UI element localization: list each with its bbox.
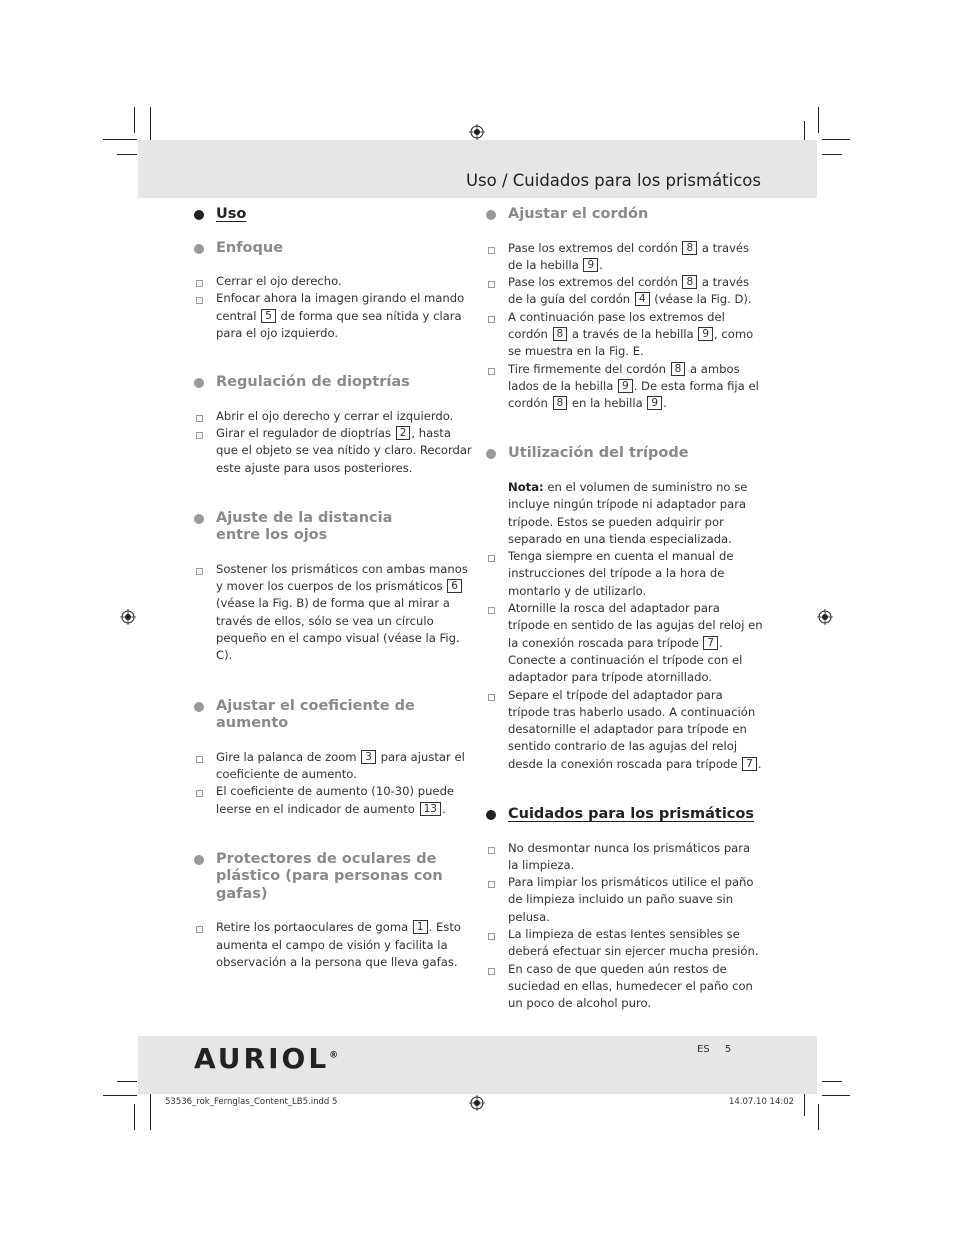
- list-item-text: a ambos lados de la hebilla: [508, 361, 740, 393]
- part-reference-number: 9: [618, 379, 633, 393]
- section-heading: [193, 698, 436, 733]
- bullet-list: [193, 561, 473, 665]
- section-heading: [193, 851, 466, 904]
- list-item: [485, 274, 763, 309]
- part-reference-number: 4: [635, 292, 650, 306]
- crop-mark: [103, 1095, 137, 1096]
- list-item: [485, 361, 763, 413]
- list-item-text: .: [599, 257, 603, 272]
- bullet-list: [485, 840, 763, 1013]
- part-reference-number: 13: [420, 802, 441, 816]
- list-item: [193, 919, 473, 971]
- section-heading-text: Ajustar el coeficiente de aumento: [216, 697, 415, 732]
- left-column: [193, 206, 473, 999]
- list-item: [485, 840, 763, 875]
- section: [193, 510, 473, 665]
- list-item-text: No desmontar nunca los prismáticos para la limpieza.: [508, 840, 751, 872]
- bullet-list: [485, 548, 763, 773]
- list-item-text: a través de la guía del cordón: [508, 275, 750, 307]
- crop-mark: [822, 1081, 842, 1082]
- list-item-text: El coeficiente de aumento (10-30) puede leerse en el indicador de aumento: [216, 784, 455, 816]
- registration-mark-icon: [120, 609, 136, 625]
- section-heading-text: Ajustar el cordón: [508, 206, 649, 222]
- list-item-text: (véase la Fig. D).: [650, 292, 752, 307]
- section: [193, 698, 473, 818]
- section-heading: [485, 445, 763, 463]
- crop-mark: [818, 107, 819, 133]
- date-slug: 14.07.10 14:02: [729, 1097, 795, 1107]
- crop-mark: [134, 107, 135, 133]
- bullet-list: [193, 273, 473, 342]
- section: [485, 806, 763, 1012]
- page-title: Uso / Cuidados para los prismáticos: [465, 171, 761, 190]
- part-reference-number: 8: [553, 327, 568, 341]
- part-reference-number: 8: [671, 362, 686, 376]
- registration-mark-icon: [469, 124, 485, 140]
- note-text: en el volumen de suministro no se incluye ningún trípode ni adaptador para trípode. Estos se pueden adquirir por separado en una tienda especializada.: [508, 479, 748, 546]
- section-heading-text: Enfoque: [216, 239, 284, 256]
- list-item-text: Cerrar el ojo derecho.: [216, 274, 342, 288]
- section-heading-text: Ajuste de la distancia entre los ojos: [216, 509, 393, 544]
- list-item-text: (véase la Fig. B) de forma que al mirar a través de ellos, sólo se vea un círculo pequeño en el campo visual (véase la Fig. C).: [216, 596, 460, 663]
- list-item: [485, 687, 763, 773]
- part-reference-number: 3: [361, 750, 376, 764]
- section-heading-text: Protectores de oculares de plástico (para personas con gafas): [216, 850, 443, 902]
- list-item-text: Enfocar ahora la imagen girando el mando central: [216, 291, 465, 323]
- list-item-text: a través de la hebilla: [508, 240, 750, 272]
- section-heading-text: Uso: [216, 206, 247, 222]
- section-heading-text: Cuidados para los prismáticos: [508, 806, 754, 823]
- list-item-text: .: [757, 756, 762, 771]
- list-item: [485, 240, 763, 275]
- list-item: [485, 926, 763, 961]
- part-reference-number: 1: [413, 920, 428, 934]
- list-item-text: . De esta forma fija el cordón: [508, 378, 759, 411]
- crop-mark: [822, 1095, 850, 1096]
- file-slug: 53536_rok_Fernglas_Content_LB5.indd 5: [165, 1097, 338, 1107]
- list-item-text: Retire los portaoculares de goma: [216, 920, 412, 935]
- list-item-text: Sostener los prismáticos con ambas manos y mover los cuerpos de los prismáticos: [216, 561, 468, 594]
- part-reference-number: 7: [742, 757, 757, 771]
- crop-mark: [822, 139, 850, 140]
- list-item-text: Tenga siempre en cuenta el manual de instrucciones del trípode a la hora de montarlo y de utilizarlo.: [508, 549, 734, 598]
- list-item: [193, 561, 473, 665]
- crop-mark: [134, 1104, 135, 1130]
- list-item-text: , como se muestra en la Fig. E.: [508, 326, 754, 359]
- list-item-text: Atornille la rosca del adaptador para trípode en sentido de las agujas del reloj en la conexión roscada para trípode: [508, 601, 763, 650]
- part-reference-number: 8: [682, 275, 697, 289]
- list-item: [193, 290, 473, 342]
- part-reference-number: 7: [703, 636, 718, 650]
- part-reference-number: 8: [682, 241, 697, 255]
- crop-mark: [117, 154, 137, 155]
- brand-logo: AURIOL®: [194, 1042, 339, 1075]
- part-reference-number: 8: [553, 396, 568, 410]
- note-label: Nota:: [508, 479, 544, 494]
- list-item: [193, 408, 473, 425]
- list-item: [485, 309, 763, 361]
- list-item-text: En caso de que queden aún restos de suciedad en ellas, humedecer el paño con un poco de alcohol puro.: [508, 961, 753, 1011]
- bullet-list: [193, 408, 473, 477]
- list-item-text: A continuación pase los extremos del cordón: [508, 309, 725, 341]
- list-item-text: .: [441, 801, 446, 816]
- part-reference-number: 5: [261, 309, 276, 323]
- bullet-list: [193, 749, 473, 818]
- registration-mark-icon: [469, 1095, 485, 1111]
- section-heading: [485, 806, 763, 824]
- list-item-text: para ajustar el coeficiente de aumento.: [216, 749, 465, 781]
- section-heading: [193, 374, 473, 392]
- list-item-text: .: [663, 396, 667, 411]
- list-item-text: . Esto aumenta el campo de visión y facilita la observación a la persona que lleva gafas.: [216, 920, 461, 969]
- crop-mark: [822, 154, 842, 155]
- list-item-text: de forma que sea nítida y clara para el ojo izquierdo.: [216, 308, 462, 340]
- part-reference-number: 9: [647, 396, 662, 410]
- registration-mark-icon: [817, 609, 833, 625]
- list-item-text: Para limpiar los prismáticos utilice el paño de limpieza incluido un paño suave sin pelusa.: [508, 875, 754, 924]
- list-item: [193, 783, 473, 818]
- list-item-text: La limpieza de estas lentes sensibles se deberá efectuar sin ejercer mucha presión.: [508, 927, 759, 959]
- part-reference-number: 9: [583, 258, 598, 272]
- crop-mark: [818, 1104, 819, 1130]
- crop-mark: [150, 1090, 151, 1130]
- list-item: [485, 548, 763, 600]
- crop-mark: [103, 139, 137, 140]
- list-item: [485, 961, 763, 1013]
- list-item-text: Abrir el ojo derecho y cerrar el izquierdo.: [216, 408, 454, 423]
- section: [193, 374, 473, 477]
- list-item: [193, 425, 473, 477]
- list-item: [485, 874, 763, 926]
- bullet-list: [193, 919, 473, 971]
- bullet-list: [485, 240, 763, 413]
- list-item-text: . Conecte a continuación el trípode con el adaptador para trípode atornillado.: [508, 635, 743, 685]
- list-item-text: Pase los extremos del cordón: [508, 275, 682, 290]
- list-item: [193, 273, 473, 290]
- section: [193, 240, 473, 343]
- list-item-text: Tire firmemente del cordón: [508, 361, 670, 376]
- list-item-text: Gire la palanca de zoom: [216, 749, 361, 764]
- list-item-text: , hasta que el objeto se vea nítido y claro. Recordar este ajuste para usos posteriores.: [216, 425, 472, 475]
- section-heading: [193, 240, 473, 258]
- section: [193, 851, 473, 971]
- list-item: [193, 749, 473, 784]
- note-paragraph: [485, 479, 763, 548]
- section: [485, 206, 763, 412]
- list-item-text: en la hebilla: [568, 396, 647, 411]
- list-item: [485, 600, 763, 686]
- list-item-text: Pase los extremos del cordón: [508, 240, 682, 255]
- crop-mark: [117, 1081, 137, 1082]
- section-heading: [485, 206, 763, 224]
- part-reference-number: 9: [698, 327, 713, 341]
- section-heading: [193, 206, 473, 224]
- section: [193, 206, 473, 224]
- section-heading: [193, 510, 436, 545]
- part-reference-number: 2: [396, 426, 411, 440]
- right-column: [485, 206, 763, 1040]
- section-heading-text: Regulación de dioptrías: [216, 374, 410, 391]
- page-number: ES 5: [697, 1044, 732, 1055]
- part-reference-number: 6: [447, 579, 462, 593]
- section-heading-text: Utilización del trípode: [508, 445, 689, 462]
- list-item-text: Separe el trípode del adaptador para trípode tras haberlo usado. A continuación desatornille el adaptador para trípode en sentido contrario de las agujas del reloj desde la conexión roscada para trípode: [508, 687, 756, 771]
- section: [485, 445, 763, 773]
- list-item-text: Girar el regulador de dioptrías: [216, 425, 395, 440]
- list-item-text: a través de la hebilla: [568, 326, 698, 341]
